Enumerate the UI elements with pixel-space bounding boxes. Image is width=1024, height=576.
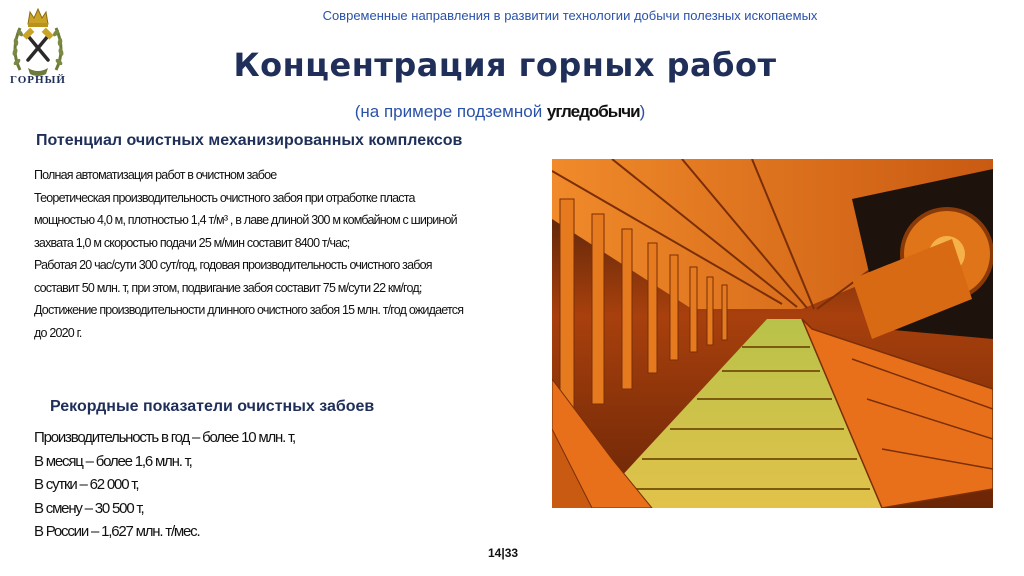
mining-longwall-photo xyxy=(552,159,993,508)
text-line: составит 50 млн. т, при этом, подвигание забоя составит 75 м/сути 22 км/год; xyxy=(34,280,422,295)
header-subtitle: Современные направления в развитии технологии добычи полезных ископаемых xyxy=(322,8,818,23)
page-current: 14 xyxy=(488,546,502,560)
record-line: Производительность в год – более 10 млн. т, xyxy=(34,429,295,446)
subtitle-suffix: ) xyxy=(639,102,646,121)
logo-text: ГОРНЫЙ xyxy=(10,74,66,86)
page-total: 33 xyxy=(504,546,519,560)
potential-text xyxy=(34,164,544,344)
text-line: Работая 20 час/сути 300 сут/год, годовая производительность очистного забоя xyxy=(34,258,432,272)
text-line: до 2020 г. xyxy=(34,325,82,340)
record-line: В сутки – 62 000 т, xyxy=(34,476,139,493)
text-line: захвата 1,0 м скоростью подачи 25 м/мин составит 8400 т/час; xyxy=(34,235,350,250)
page-separator: | xyxy=(501,546,505,560)
text-line: Достижение производительности длинного очистного забоя 15 млн. т/год ожидается xyxy=(34,303,464,317)
records-list xyxy=(34,426,534,544)
page-number xyxy=(488,546,518,560)
slide-subtitle xyxy=(290,102,710,122)
record-line: В смену – 30 500 т, xyxy=(34,499,144,517)
text-line: Полная автоматизация работ в очистном забое xyxy=(34,168,277,182)
text-line: Теоретическая производительность очистного забоя при отработке пласта xyxy=(34,190,415,205)
record-line: В России – 1,627 млн. т/мес. xyxy=(34,523,200,540)
section-heading-potential: Потенциал очистных механизированных комплексов xyxy=(36,132,463,149)
section-heading-records: Рекордные показатели очистных забоев xyxy=(50,398,375,415)
text-line: мощностью 4,0 м, плотностью 1,4 т/м³ , в лаве длиной 300 м комбайном с шириной xyxy=(34,213,457,227)
subtitle-strong: угледобычи xyxy=(546,102,640,121)
longwall-illustration xyxy=(552,159,993,508)
subtitle-prefix: (на примере подземной xyxy=(354,102,547,121)
slide-title: Концентрация горных работ xyxy=(233,46,777,84)
record-line: В месяц – более 1,6 млн. т, xyxy=(34,452,192,470)
